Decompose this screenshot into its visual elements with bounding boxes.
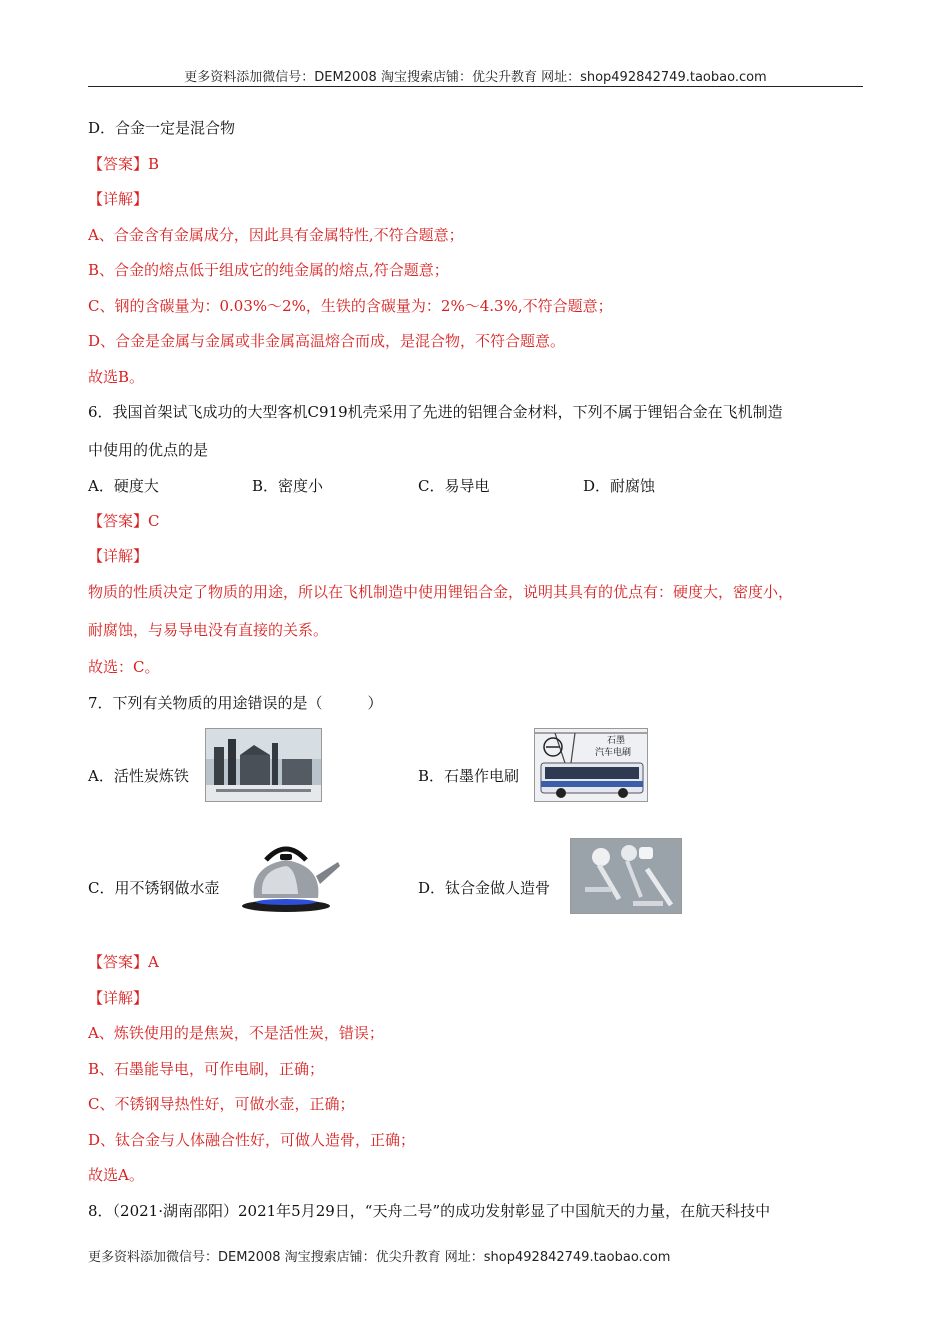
page-header: 更多资料添加微信号：DEM2008 淘宝搜索店铺：优尖升教育 网址：shop492842749.taobao.com — [88, 66, 863, 87]
q7-option-d: D．钛合金做人造骨 — [418, 879, 551, 897]
q7-conclusion: 故选A。 — [88, 1166, 144, 1184]
q7-explain-d: D、钛合金与人体融合性好，可做人造骨，正确； — [88, 1131, 416, 1149]
q6-option-d: D．耐腐蚀 — [583, 477, 656, 495]
q6-detail-label: 【详解】 — [88, 547, 149, 565]
page-footer: 更多资料添加微信号：DEM2008 淘宝搜索店铺：优尖升教育 网址：shop492842749.taobao.com — [88, 1250, 671, 1265]
q5-explain-b: B、合金的熔点低于组成它的纯金属的熔点,符合题意； — [88, 261, 449, 279]
q7-option-a: A．活性炭炼铁 — [88, 767, 189, 785]
q6-option-c: C．易导电 — [418, 477, 490, 495]
graphite-caption-line1: 石墨 — [607, 736, 626, 746]
q5-option-d: D．合金一定是混合物 — [88, 119, 236, 137]
q6-stem-line2: 中使用的优点的是 — [88, 441, 209, 459]
q7-option-b: B．石墨作电刷 — [418, 767, 520, 785]
q6-answer: 【答案】C — [88, 512, 160, 530]
q6-conclusion: 故选：C。 — [88, 658, 160, 676]
graphite-caption-line2: 汽车电刷 — [595, 748, 632, 758]
stainless-kettle-image — [236, 836, 344, 914]
q7-detail-label: 【详解】 — [88, 989, 149, 1007]
q6-option-b: B．密度小 — [252, 477, 324, 495]
q7-stem: 7．下列有关物质的用途错误的是（ ） — [88, 694, 383, 712]
q7-explain-b: B、石墨能导电，可作电刷，正确； — [88, 1060, 325, 1078]
q5-answer: 【答案】B — [88, 155, 160, 173]
graphite-brush-bus-image — [534, 728, 648, 802]
q5-explain-d: D、合金是金属与金属或非金属高温熔合而成，是混合物，不符合题意。 — [88, 332, 566, 350]
q7-answer: 【答案】A — [88, 953, 159, 971]
steel-plant-image — [205, 728, 322, 802]
q6-explain-line2: 耐腐蚀，与易导电没有直接的关系。 — [88, 621, 329, 639]
q7-explain-a: A、炼铁使用的是焦炭，不是活性炭，错误； — [88, 1024, 384, 1042]
q8-stem-line1: 8．（2021·湖南邵阳）2021年5月29日，“天舟二号”的成功发射彰显了中国航天的力量，在航天科技中 — [88, 1202, 771, 1220]
q5-detail-label: 【详解】 — [88, 190, 149, 208]
titanium-bone-image — [570, 838, 682, 914]
q6-explain-line1: 物质的性质决定了物质的用途，所以在飞机制造中使用锂铝合金，说明其具有的优点有：硬度大，密度小， — [88, 583, 794, 601]
q5-conclusion: 故选B。 — [88, 368, 145, 386]
q6-option-a: A．硬度大 — [88, 477, 159, 495]
q5-explain-a: A、合金含有金属成分，因此具有金属特性,不符合题意； — [88, 226, 464, 244]
q7-explain-c: C、不锈钢导热性好，可做水壶，正确； — [88, 1095, 355, 1113]
q7-option-c: C．用不锈钢做水壶 — [88, 879, 220, 897]
q6-stem-line1: 6．我国首架试飞成功的大型客机C919机壳采用了先进的铝锂合金材料，下列不属于锂铝合金在飞机制造 — [88, 403, 783, 421]
q5-explain-c: C、钢的含碳量为：0.03%～2%，生铁的含碳量为：2%～4.3%,不符合题意； — [88, 297, 613, 315]
